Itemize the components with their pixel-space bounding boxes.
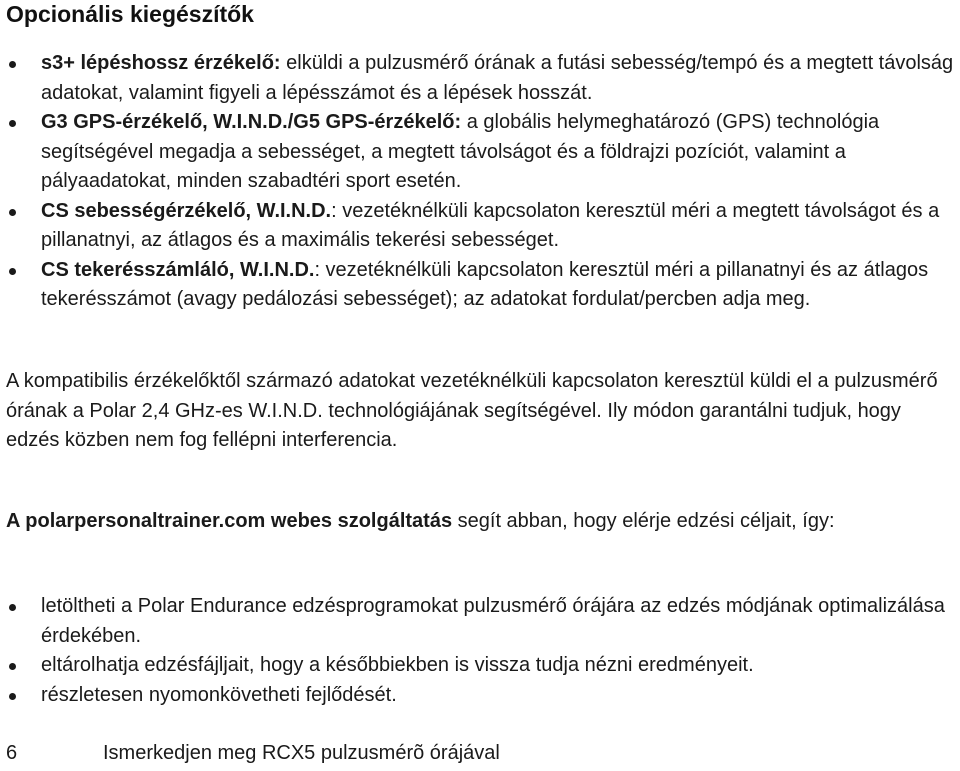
item-description: : vezetéknélküli kapcsolaton keresztül méri a megtett távolságot és a pillanatnyi, az átlagos és a maximális tekerési sebességet. [41,199,940,251]
item-title: CS sebességérzékelő, W.I.N.D. [41,199,332,222]
webservice-text: segít abban, hogy elérje edzési céljait, így: [452,510,835,532]
list-item [6,108,956,197]
item-description: elküldi a pulzusmérő órának a futási sebesség/tempó és a megtett távolság adatokat, valamint figyeli a lépésszámot és a lépések hosszát. [41,52,954,104]
webservice-name: A polarpersonaltrainer.com webes szolgáltatás [6,510,453,532]
item-title: G3 GPS-érzékelő, W.I.N.D./G5 GPS-érzékelő: [41,111,462,133]
list-item [6,49,956,108]
item-description: a globális helymeghatározó (GPS) technológia segítségével megadja a sebességet, a megtett távolságot és a földrajzi pozíciót, valamint a pályaadatokat, minden szabadtéri sport esetén. [41,111,880,192]
page-number: 6 [6,742,18,764]
list-item [6,197,956,256]
item-description: : vezetéknélküli kapcsolaton keresztül méri a pillanatnyi és az átlagos tekerésszámot (avagy pedálozási sebességet); az adatokat fordulat/percben adja meg. [41,258,929,310]
list-item [6,256,956,315]
webservice-paragraph [6,507,946,537]
benefits-list [6,592,956,710]
compatibility-paragraph: A kompatibilis érzékelőktől származó adatokat vezetéknélküli kapcsolaton keresztül küldi el a pulzusmérő órának a Polar 2,4 GHz-es W.I.N.D. technológiájának segítségével. Ily módon garantálni tudjuk, hogy edzés közben nem fog fellépni interferencia. [6,370,938,451]
list-item: részletesen nyomonkövetheti fejlődését. [6,681,956,711]
item-title: CS tekerésszámláló, W.I.N.D. [41,258,315,281]
list-item: letöltheti a Polar Endurance edzésprogramokat pulzusmérő órájára az edzés módjának optimalizálása érdekében. [6,592,956,651]
section-heading: Opcionális kiegészítők [6,1,254,27]
accessories-list [6,49,956,315]
footer-title: Ismerkedjen meg RCX5 pulzusmérõ órájával [103,742,500,764]
item-title: s3+ lépéshossz érzékelő: [41,52,281,74]
list-item: eltárolhatja edzésfájljait, hogy a későbbiekben is vissza tudja nézni eredményeit. [6,651,956,681]
